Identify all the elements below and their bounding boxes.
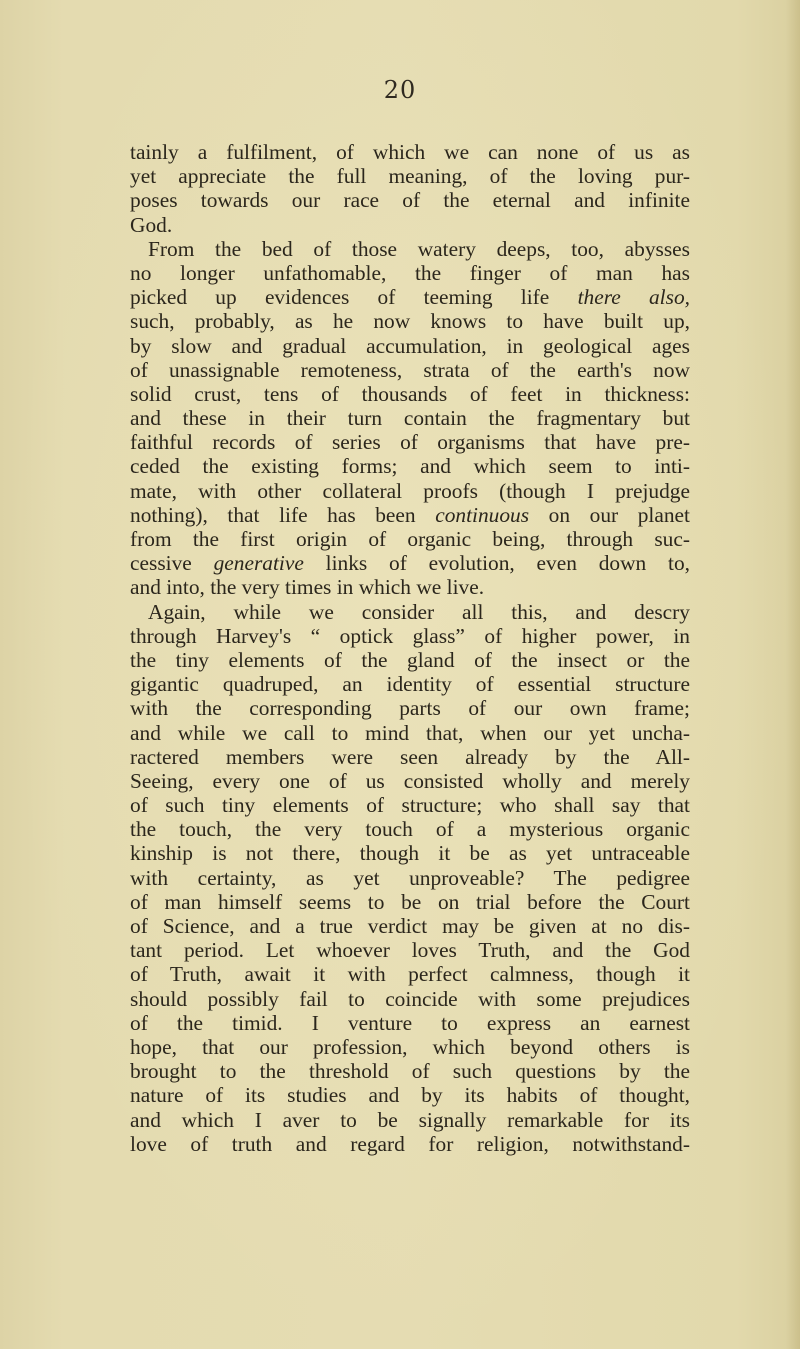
text-line: of unassignable remoteness, strata of the earth's now [130,357,690,382]
text-line: nothing), that life has been continuous on our planet [130,502,690,527]
text-line: yet appreciate the full meaning, of the loving pur- [130,164,690,189]
body-text [130,140,690,1156]
text-line: ceded the existing forms; and which seem to inti- [130,454,690,479]
text-line: love of truth and regard for religion, notwithstand- [130,1131,690,1156]
text-line: of Truth, await it with perfect calmness, though it [130,962,690,987]
text-line: and which I aver to be signally remarkable for its [130,1107,690,1132]
text-line: From the bed of those watery deeps, too, abysses [148,236,690,261]
text-line: of Science, and a true verdict may be given at no dis- [130,914,690,938]
page-edge-shadow [786,0,800,1349]
text-line: such, probably, as he now knows to have built up, [130,309,690,334]
text-line: no longer unfathomable, the finger of man has [130,260,690,285]
text-line: nature of its studies and by its habits of thought, [130,1083,690,1108]
text-line: gigantic quadruped, an identity of essential structure [130,672,690,697]
text-line: brought to the threshold of such questions by the [130,1059,690,1084]
text-line: with certainty, as yet unproveable? The pedigree [130,865,690,890]
text-line: from the first origin of organic being, through suc- [130,527,690,551]
text-line: Seeing, every one of us consisted wholly and merely [130,768,690,793]
text-line: tainly a fulfilment, of which we can none of us as [130,140,690,164]
text-line: poses towards our race of the eternal and infinite [130,188,690,213]
text-line: by slow and gradual accumulation, in geological ages [130,333,690,358]
text-line: hope, that our profession, which beyond others is [130,1034,690,1059]
text-line: mate, with other collateral proofs (though I prejudge [130,478,690,503]
text-line: through Harvey's “ optick glass” of higher power, in [130,623,690,648]
text-line: and these in their turn contain the fragmentary but [130,406,690,431]
text-line: faithful records of series of organisms that have pre- [130,430,690,455]
text-line: tant period. Let whoever loves Truth, and the God [130,938,690,963]
text-line: God. [130,212,173,237]
text-line: of man himself seems to be on trial before the Court [130,889,690,914]
text-line: the touch, the very touch of a mysterious organic [130,817,690,842]
text-line: and into, the very times in which we live. [130,575,485,600]
text-line: ractered members were seen already by the All- [130,744,690,769]
text-line: should possibly fail to coincide with some prejudices [130,986,690,1011]
text-line: Again, while we consider all this, and descry [148,599,690,624]
text-line: cessive generative links of evolution, even down to, [130,551,690,576]
text-line: the tiny elements of the gland of the insect or the [130,647,690,672]
text-line: of such tiny elements of structure; who shall say that [130,793,690,818]
text-line: and while we call to mind that, when our yet uncha- [130,720,690,745]
text-line: solid crust, tens of thousands of feet in thickness: [130,381,690,406]
text-line: with the corresponding parts of our own frame; [130,696,690,721]
text-line: picked up evidences of teeming life there also, [130,285,690,310]
page-number: 20 [383,76,417,104]
text-line: kinship is not there, though it be as yet untraceable [130,841,690,866]
text-line: of the timid. I venture to express an earnest [130,1010,690,1035]
